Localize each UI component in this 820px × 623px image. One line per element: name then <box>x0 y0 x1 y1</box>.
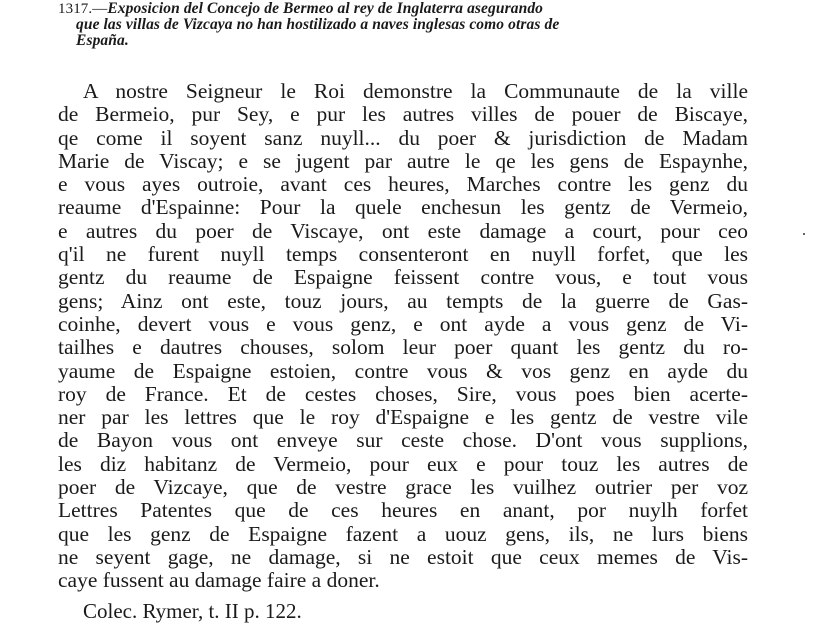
body-line: A nostre Seigneur le Roi demonstre la Communaute de la ville <box>83 79 748 103</box>
body-line: ne seyent gage, ne damage, si ne estoit que ceux memes de Vis- <box>58 544 748 569</box>
document-body <box>58 80 748 593</box>
body-line: caye fussent au damage faire a doner. <box>58 568 380 593</box>
heading-line: que las villas de Vizcaya no han hostilizado a naves inglesas como otras de <box>76 16 560 33</box>
body-line: reaume d'Espainne: Pour la quele enchesun les gentz de Vermeio, <box>58 195 748 220</box>
body-line: que les genz de Espaigne fazent a uouz gens, ils, ne lurs biens <box>58 521 748 546</box>
document-heading <box>58 1 748 49</box>
body-line: roy de France. Et de cestes choses, Sire, vous poes bien acerte- <box>58 381 748 406</box>
body-line: de Bayon vous ont enveye sur ceste chose. D'ont vous supplions, <box>58 428 748 453</box>
body-line: Lettres Patentes que de ces heures en anant, por nuylh forfet <box>58 498 748 523</box>
heading-line <box>58 1 748 17</box>
heading-year: 1317.— <box>58 1 108 17</box>
body-line: poer de Vizcaye, que de vestre grace les vuilhez outrier per voz <box>58 475 748 500</box>
body-line: q'il ne furent nuyll temps consenteront en nuyll forfet, que les <box>58 242 748 267</box>
body-line: gens; Ainz ont este, touz jours, au tempts de la guerre de Gas- <box>58 288 748 313</box>
body-line: gentz du reaume de Espaigne feissent contre vous, e tout vous <box>58 265 748 290</box>
body-line: Marie de Viscay; e se jugent par autre le qe les gens de Espaynhe, <box>58 148 748 173</box>
citation: Colec. Rymer, t. II p. 122. <box>83 599 302 623</box>
body-line: qe come il soyent sanz nuyll... du poer & jurisdiction de Madam <box>58 125 748 150</box>
body-line: e vous ayes outroie, avant ces heures, Marches contre les genz du <box>58 172 748 197</box>
ink-speck <box>803 233 805 235</box>
heading-title: Exposicion del Concejo de Bermeo al rey de Inglaterra asegurando <box>107 0 544 17</box>
body-line: tailhes e dautres chouses, solom leur poer quant les gentz du ro- <box>58 335 748 360</box>
body-line: ner par les lettres que le roy d'Espaigne e les gentz de vestre vile <box>58 405 748 430</box>
heading-line: España. <box>76 32 129 49</box>
body-line: coinhe, devert vous e vous genz, e ont ayde a vous genz de Vi- <box>58 311 748 336</box>
body-line: de Bermeio, pur Sey, e pur les autres villes de pouer de Biscaye, <box>58 102 748 127</box>
body-line: e autres du poer de Viscaye, ont este damage a court, pour ceo <box>58 218 748 243</box>
body-line: yaume de Espaigne estoien, contre vous & vos genz en ayde du <box>58 358 748 383</box>
body-line: les diz habitanz de Vermeio, pour eux e pour touz les autres de <box>58 451 748 476</box>
